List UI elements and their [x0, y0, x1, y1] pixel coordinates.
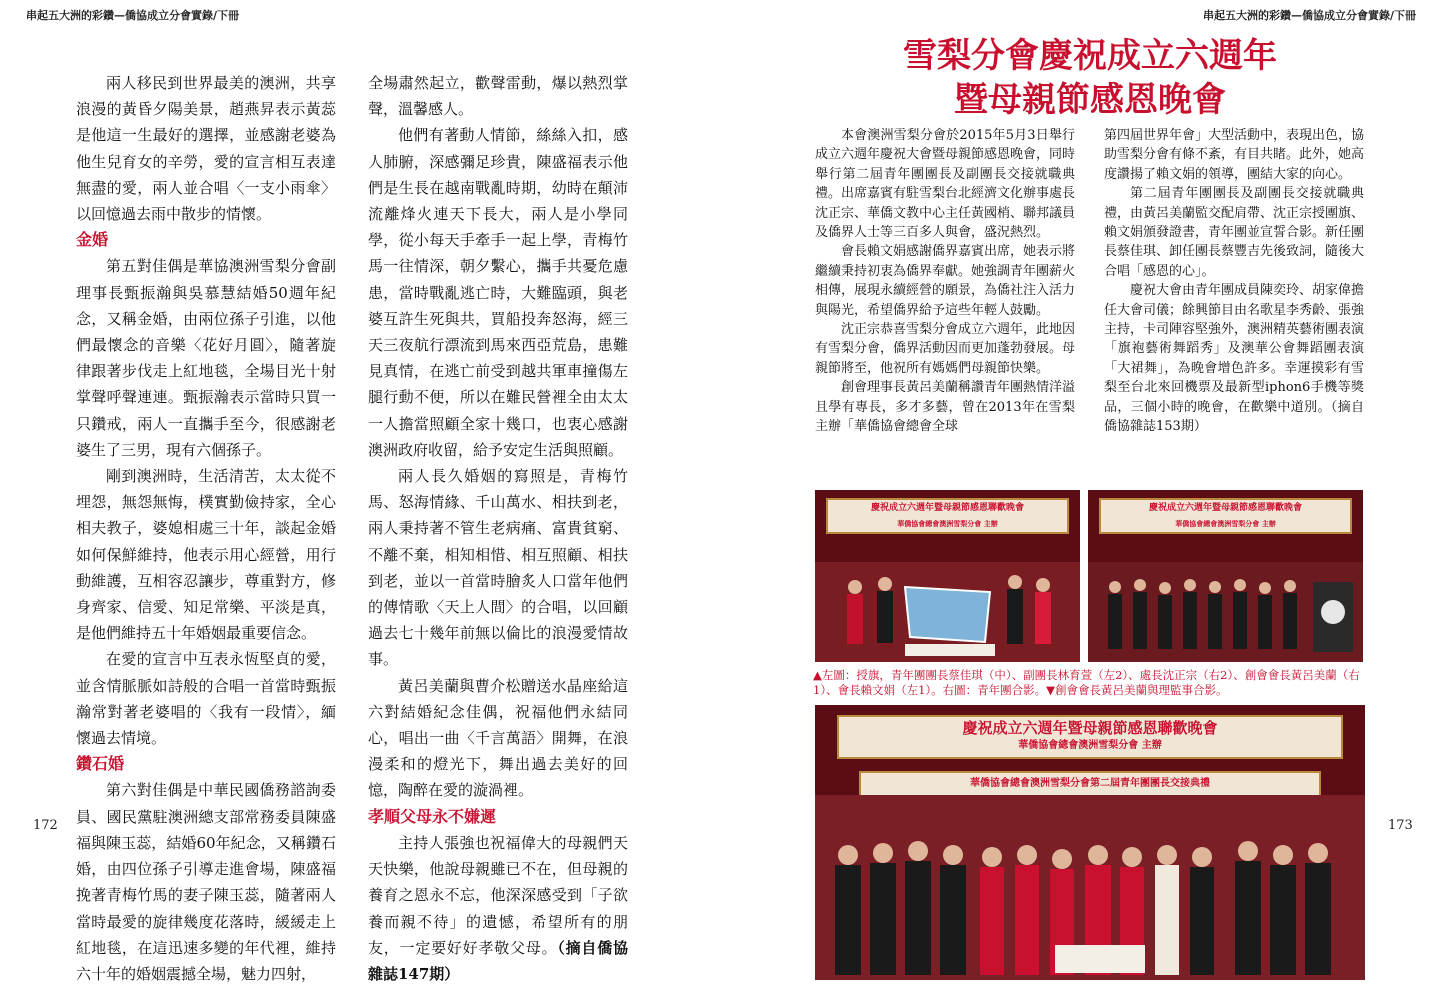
banner-subtitle: 華僑協會總會澳洲雪梨分會 主辦	[1175, 520, 1276, 528]
paragraph: 創會理事長黃呂美蘭稱讚青年團熱情洋溢且學有專長，多才多藝，曾在2013年在雪梨主辦「華僑協會總會全球	[815, 380, 1076, 435]
left-page-column-1	[76, 70, 336, 987]
paragraph: 第五對佳偶是華協澳洲雪梨分會副理事長甄振瀚與吳慕慧結婚50週年紀念，又稱金婚，由兩位孫子引進，以他們最懷念的音樂〈花好月圓〉，隨著旋律跟著步伐走上紅地毯，全場目光十射掌聲呼聲連連。甄振瀚表示當時只買一只鑽戒，兩人一直攜手至今，很感謝老婆生了三男，現有六個孫子。	[76, 257, 336, 459]
banner-subtitle: 華僑協會總會澳洲雪梨分會 主辦	[897, 520, 998, 528]
photo-people-illustration	[815, 532, 1080, 662]
photo-banner	[1099, 498, 1352, 534]
banner-title: 慶祝成立六週年暨母親節感恩聯歡晚會	[962, 719, 1218, 737]
photo-people-illustration	[815, 795, 1365, 980]
paragraph: 全場肅然起立，歡聲雷動，爆以熱烈掌聲，溫馨感人。	[368, 74, 628, 119]
article-title	[820, 34, 1360, 122]
paragraph: 兩人移民到世界最美的澳洲，共享浪漫的黃昏夕陽美景，趙燕昇表示黃蕊是他這一生最好的選擇，並感謝老婆為他生兒育女的辛勞，愛的宣言相互表達無盡的愛，兩人並合唱〈一支小雨傘〉以回憶過去雨中散步的情懷。	[76, 74, 336, 224]
paragraph-text: 主持人張強也祝福偉大的母親們天天快樂，他說母親雖已不在，但母親的養育之恩永不忘，他深深感受到「子欲養而親不待」的遺憾，希望所有的朋友，一定要好好孝敬父母。	[368, 833, 628, 957]
paragraph: 他們有著動人情節，絲絲入扣，感人肺腑，深感彌足珍貴，陳盛福表示他們是生長在越南戰亂時期，幼時在顛沛流離烽火連天下長大，兩人是小學同學，從小每天手牽手一起上學，青梅竹馬一往情深，朝夕繫心，攜手共憂危慮患，當時戰亂逃亡時，大難臨頭，與老婆互許生死與共，買船投奔怒海，經三天三夜航行漂流到馬來西亞荒島，患難見真情，在逃亡前受到越共軍車撞傷左腿行動不便，所以在難民營裡全由太太一人擔當照顧全家十幾口，也衷心感謝澳洲政府收留，給予安定生活與照顧。	[368, 126, 628, 459]
photo-banner-youth: 華僑協會總會澳洲雪梨分會第二屆青年團團長交接典禮	[859, 771, 1321, 797]
photo-flag-ceremony	[815, 490, 1080, 662]
section-heading-gold: 金婚	[76, 230, 109, 250]
running-head-left: 串起五大洲的彩鑽—僑協成立分會實錄/下冊	[26, 9, 240, 22]
section-heading-diamond: 鑽石婚	[76, 754, 125, 774]
paragraph: 本會澳洲雪梨分會於2015年5月3日舉行成立六週年慶祝大會暨母親節感恩晚會，同時舉行第二屆青年團團長及副團長交接就職典禮。出席嘉賓有駐雪梨台北經濟文化辦事處長沈正宗、華僑文教中心主任黃國梢、聯邦議員及僑界人士等三百多人與會，盛況熱烈。	[815, 128, 1076, 241]
title-line-1: 雪梨分會慶祝成立六週年	[903, 36, 1277, 76]
paragraph: 沈正宗恭喜雪梨分會成立六週年，此地因有雪梨分會，僑界活動因而更加蓬勃發展。母親節將至，他祝所有媽媽們母親節快樂。	[815, 322, 1076, 376]
banner-title: 慶祝成立六週年暨母親節感恩聯歡晚會	[1148, 503, 1302, 513]
photo-banner	[837, 715, 1343, 759]
paragraph: 在愛的宣言中互表永恆堅貞的愛，並含情脈脈如詩般的合唱一首當時甄振瀚常對著老婆唱的〈我有一段情〉，緬懷過去情境。	[76, 650, 336, 748]
citation: （摘自僑協雜誌153期）	[1104, 399, 1364, 435]
paragraph-text: 慶祝大會由青年團成員陳奕玲、胡家偉擔任大會司儀；餘興節目由名歌星李秀齡、張強主持，卡司陣容堅強外，澳洲精英藝術團表演「旗袍藝術舞蹈秀」及澳華公會舞蹈團表演「大裙舞」，為晚會增色許多。幸運摸彩有雪梨至台北來回機票及最新型iphon6手機等獎品，三個小時的晚會，在歡樂中道別。	[1104, 283, 1365, 415]
banner-title: 慶祝成立六週年暨母親節感恩聯歡晚會	[870, 503, 1024, 513]
paragraph	[368, 830, 628, 987]
photo-founder-with-directors	[815, 705, 1365, 980]
running-head-right: 串起五大洲的彩鑽—僑協成立分會實錄/下冊	[1202, 9, 1416, 22]
paragraph: 會長賴文娟感謝僑界嘉賓出席，她表示將繼續秉持初衷為僑界奉獻。她強調青年團薪火相傳，展現永續經營的願景，為僑社注入活力與陽光，希望僑界給予這些年輕人鼓勵。	[815, 244, 1076, 318]
paragraph: 兩人長久婚姻的寫照是，青梅竹馬、怒海情緣、千山萬水、相扶到老，兩人秉持著不管生老病痛、富貴貧窮、不離不棄，相知相惜、相互照顧、相扶到老，並以一首當時膾炙人口當年他們的傳情歌〈天上人間〉的合唱，以回顧過去七十幾年前無以倫比的浪漫愛情故事。	[368, 467, 628, 669]
photo-youth-group	[1088, 490, 1363, 662]
paragraph	[1104, 281, 1364, 436]
page-number-left: 172	[33, 818, 58, 833]
paragraph: 黃呂美蘭與曹介松贈送水晶座給這六對結婚紀念佳偶，祝福他們永結同心，唱出一曲〈千言萬語〉開舞，在浪漫柔和的燈光下，舞出過去美好的回憶，陶醉在愛的漩渦裡。	[368, 676, 628, 800]
photo-people-illustration	[1088, 532, 1363, 662]
citation: （摘自僑協雜誌147期）	[368, 938, 628, 983]
paragraph: 第四屆世界年會」大型活動中，表現出色，協助雪梨分會有條不紊，有目共睹。此外，她高度讚揚了賴文娟的領導，團結大家的向心。	[1104, 128, 1365, 182]
title-line-2: 暨母親節感恩晚會	[954, 80, 1226, 120]
paragraph: 第六對佳偶是中華民國僑務諮詢委員、國民黨駐澳洲總支部常務委員陳盛福與陳玉蕊，結婚60年紀念，又稱鑽石婚，由四位孫子引導走進會場，陳盛福挽著青梅竹馬的妻子陳玉蕊，隨著兩人當時最愛的旋律幾度花落時，緩緩走上紅地毯，在這迅速多變的年代裡，維持六十年的婚姻震撼全場，魅力四射，	[76, 781, 336, 983]
paragraph: 第二屆青年團團長及副團長交接就職典禮，由黃呂美蘭監交配肩帶、沈正宗授團旗、賴文娟頒發證書，青年團並宣誓合影。新任團長蔡佳琪、卸任團長蔡豐吉先後致詞，隨後大合唱「感恩的心」。	[1104, 186, 1365, 279]
banner-subtitle: 華僑協會總會澳洲雪梨分會 主辦	[1018, 740, 1162, 751]
page-number-right: 173	[1388, 818, 1413, 833]
right-page-column-1	[815, 126, 1075, 437]
photo-banner	[826, 498, 1070, 534]
photo-caption: ▲左圖：授旗，青年團團長蔡佳琪（中）、副團長林育萱（左2）、處長沈正宗（右2）、創會會長黃呂美蘭（右1）、會長賴文娟（左1）。右圖：青年團合影。▼創會會長黃呂美蘭與理監事合影。	[813, 668, 1360, 697]
left-page-column-2	[368, 70, 628, 987]
paragraph: 剛到澳洲時，生活清苦，太太從不埋怨，無怨無悔，樸實勤儉持家，全心相夫教子，婆媳相處三十年，談起金婚如何保鮮維持，他表示用心經營，用行動維護，互相容忍讓步，尊重對方，修身齊家、信愛、知足常樂、平淡是真，是他們維持五十年婚姻最重要信念。	[76, 467, 336, 643]
right-page-column-2	[1104, 126, 1364, 437]
section-heading-filial: 孝順父母永不嫌遲	[368, 806, 497, 826]
